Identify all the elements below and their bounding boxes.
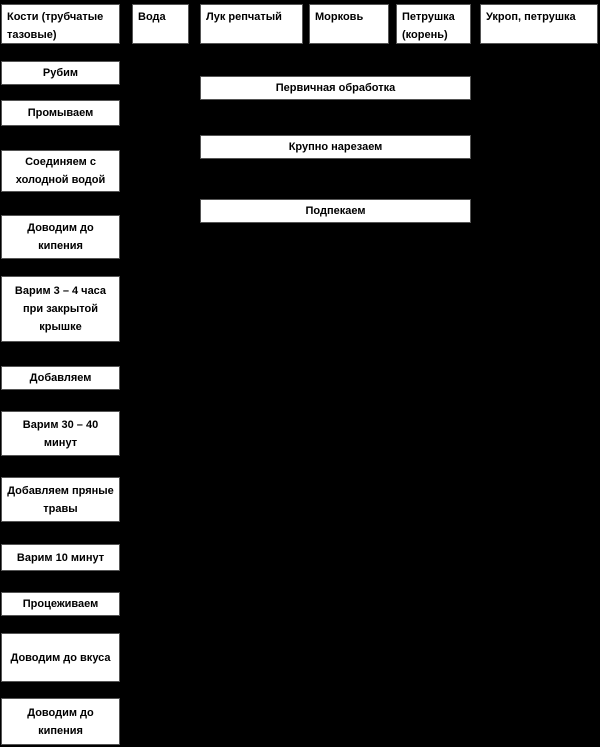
ingredient-onion: Лук репчатый bbox=[200, 4, 303, 44]
step-bring-to-boil: Доводим до кипения bbox=[1, 215, 120, 259]
step-strain: Процеживаем bbox=[1, 592, 120, 616]
ingredient-bones: Кости (трубчатые тазовые) bbox=[1, 4, 120, 44]
step-combine-cold-water: Соединяем с холодной водой bbox=[1, 150, 120, 192]
step-add-vegetables: Добавляем bbox=[1, 366, 120, 390]
step-season-to-taste: Доводим до вкуса bbox=[1, 633, 120, 682]
step-rinse: Промываем bbox=[1, 100, 120, 126]
ingredient-water: Вода bbox=[132, 4, 189, 44]
step-final-boil: Доводим до кипения bbox=[1, 698, 120, 745]
ingredient-dill-parsley: Укроп, петрушка bbox=[480, 4, 598, 44]
ingredient-parsley-root: Петрушка (корень) bbox=[396, 4, 471, 44]
step-primary-processing: Первичная обработка bbox=[200, 76, 471, 100]
step-add-herbs: Добавляем пряные травы bbox=[1, 477, 120, 522]
step-simmer-30-40: Варим 30 – 40 минут bbox=[1, 411, 120, 456]
step-bake: Подпекаем bbox=[200, 199, 471, 223]
step-chop: Рубим bbox=[1, 61, 120, 85]
step-coarse-cut: Крупно нарезаем bbox=[200, 135, 471, 159]
ingredient-carrot: Морковь bbox=[309, 4, 389, 44]
step-simmer-10: Варим 10 минут bbox=[1, 544, 120, 571]
step-simmer-covered: Варим 3 – 4 часа при закрытой крышке bbox=[1, 276, 120, 342]
